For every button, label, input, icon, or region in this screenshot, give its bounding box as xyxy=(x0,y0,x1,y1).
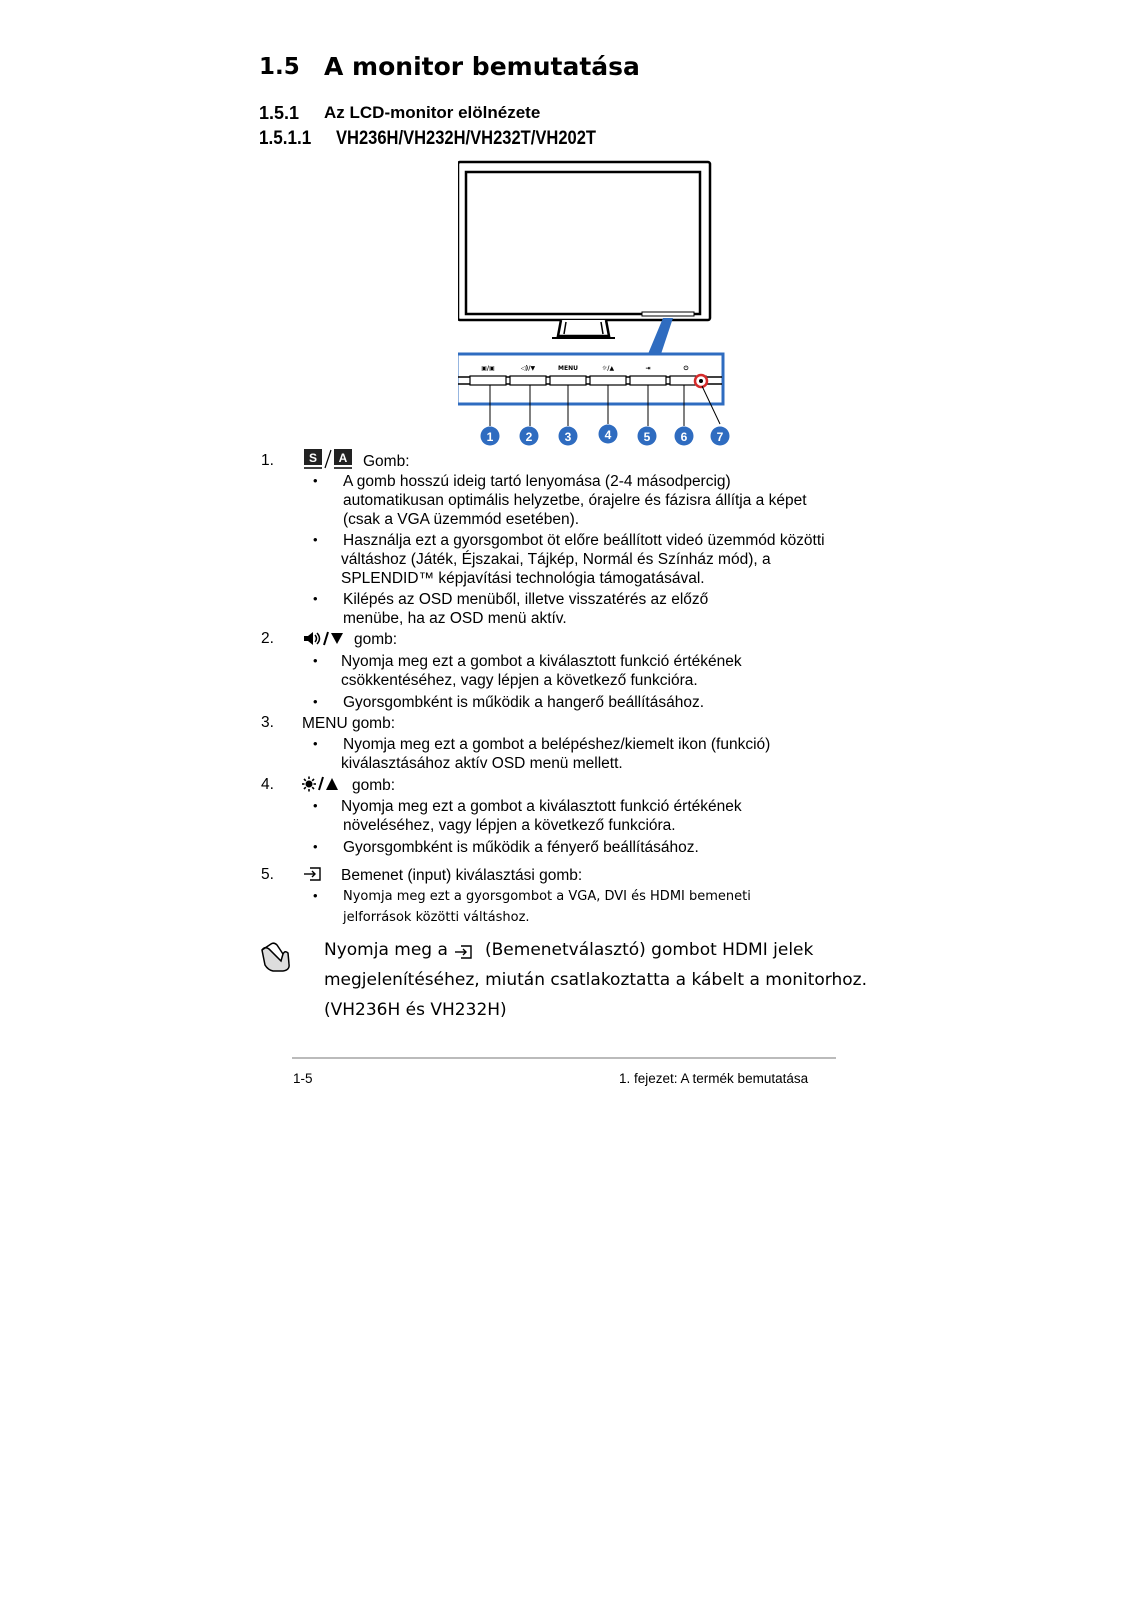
zoom-pointer xyxy=(648,318,673,354)
button-3 xyxy=(550,376,586,385)
item-label: gomb: xyxy=(354,631,398,648)
bullet-text: Nyomja meg ezt a gyorsgombot a VGA, DVI és HDMI bemeneti xyxy=(343,889,751,904)
subsubsection-title: VH236H/VH232H/VH232T/VH202T xyxy=(336,128,597,149)
svg-text:S: S xyxy=(308,451,318,465)
bullet-dot: • xyxy=(313,839,318,854)
bullet-dot: • xyxy=(313,532,318,547)
monitor-screen xyxy=(466,172,700,314)
note-line-2: megjelenítéséhez, miután csatlakoztatta a kábelt a monitorhoz. xyxy=(324,970,867,990)
bullet-text: A gomb hosszú ideig tartó lenyomása (2-4 másodpercig) xyxy=(343,473,731,490)
svg-text:4: 4 xyxy=(604,428,612,442)
bullet-text: automatikusan optimális helyzetbe, órajelre és fázisra állítja a képet xyxy=(343,492,807,509)
bullet-text: Gyorsgombként is működik a fényerő beállításához. xyxy=(343,839,699,856)
input-select-icon xyxy=(304,866,324,882)
svg-text:1: 1 xyxy=(486,430,494,444)
button-4-label: ☼/▲ xyxy=(601,365,615,372)
button-1 xyxy=(470,376,506,385)
item-number: 5. xyxy=(261,866,274,883)
page-number: 1-5 xyxy=(293,1071,313,1086)
splendid-auto-icon xyxy=(303,448,355,470)
bullet-text: növeléséhez, vagy lépjen a következő funkcióra. xyxy=(343,817,676,834)
item-label: gomb: xyxy=(352,777,396,794)
bullet-text: Használja ezt a gyorsgombot öt előre beállított videó üzemmód közötti xyxy=(343,532,825,549)
bullet-dot: • xyxy=(313,736,318,751)
bullet-text: Nyomja meg ezt a gombot a belépéshez/kiemelt ikon (funkció) xyxy=(343,736,771,753)
bullet-text: kiválasztásához aktív OSD menü mellett. xyxy=(341,755,623,772)
button-5 xyxy=(630,376,666,385)
bullet-text: váltáshoz (Játék, Éjszakai, Tájkép, Normál és Színház mód), a xyxy=(341,551,771,568)
button-2-label: ◁)/▼ xyxy=(520,365,536,372)
svg-text:2: 2 xyxy=(525,430,533,444)
section-title: A monitor bemutatása xyxy=(324,52,640,81)
note-line-1-start: Nyomja meg a xyxy=(324,940,448,960)
item-label: Bemenet (input) kiválasztási gomb: xyxy=(341,867,583,884)
monitor-front-figure xyxy=(458,160,754,460)
button-1-label: ▣/▣ xyxy=(481,365,495,372)
bullet-text: Gyorsgombként is működik a hangerő beállításához. xyxy=(343,694,705,711)
bullet-text: menübe, ha az OSD menü aktív. xyxy=(343,610,567,627)
button-4 xyxy=(590,376,626,385)
input-select-icon xyxy=(455,944,475,960)
bullet-text: Kilépés az OSD menüből, illetve visszatérés az előző xyxy=(343,591,709,608)
note-line-3: (VH236H és VH232H) xyxy=(324,1000,507,1020)
svg-text:3: 3 xyxy=(564,430,572,444)
bullet-dot: • xyxy=(313,653,318,668)
footer-rule xyxy=(292,1057,836,1059)
bullet-text: Nyomja meg ezt a gombot a kiválasztott funkció értékének xyxy=(341,798,742,815)
bullet-text: (csak a VGA üzemmód esetében). xyxy=(343,511,580,528)
svg-text:6: 6 xyxy=(680,430,688,444)
item-number: 2. xyxy=(261,630,274,647)
item-number: 4. xyxy=(261,776,274,793)
button-3-label: MENU xyxy=(558,365,578,372)
button-6-label: ⏻ xyxy=(683,365,689,372)
bullet-dot: • xyxy=(313,888,318,903)
subsubsection-number: 1.5.1.1 xyxy=(259,128,312,149)
subsection-number: 1.5.1 xyxy=(259,103,300,123)
svg-text:7: 7 xyxy=(716,430,724,444)
hand-note-icon xyxy=(259,940,299,974)
svg-text:A: A xyxy=(338,451,348,465)
item-number: 1. xyxy=(261,452,274,469)
chapter-title: 1. fejezet: A termék bemutatása xyxy=(619,1071,809,1086)
bullet-text: SPLENDID™ képjavítási technológia támogatásával. xyxy=(341,570,705,587)
bullet-text: csökkentéséhez, vagy lépjen a következő funkcióra. xyxy=(341,672,698,689)
bullet-text: jelforrások közötti váltáshoz. xyxy=(343,910,530,925)
volume-down-icon xyxy=(303,631,349,647)
bullet-dot: • xyxy=(313,694,318,709)
bullet-text: Nyomja meg ezt a gombot a kiválasztott funkció értékének xyxy=(341,653,742,670)
bullet-dot: • xyxy=(313,798,318,813)
item-label: MENU gomb: xyxy=(302,715,396,732)
bullet-dot: • xyxy=(313,591,318,606)
item-number: 3. xyxy=(261,714,274,731)
item-label: Gomb: xyxy=(363,453,410,470)
bullet-dot: • xyxy=(313,473,318,488)
subsection-title: Az LCD-monitor elölnézete xyxy=(324,103,541,122)
section-number: 1.5 xyxy=(259,54,300,80)
note-line-1-end: (Bemenetválasztó) gombot HDMI jelek xyxy=(485,940,814,960)
brightness-up-icon xyxy=(302,776,344,792)
button-5-label: ⇥ xyxy=(645,365,651,372)
svg-text:5: 5 xyxy=(643,430,651,444)
button-2 xyxy=(510,376,546,385)
